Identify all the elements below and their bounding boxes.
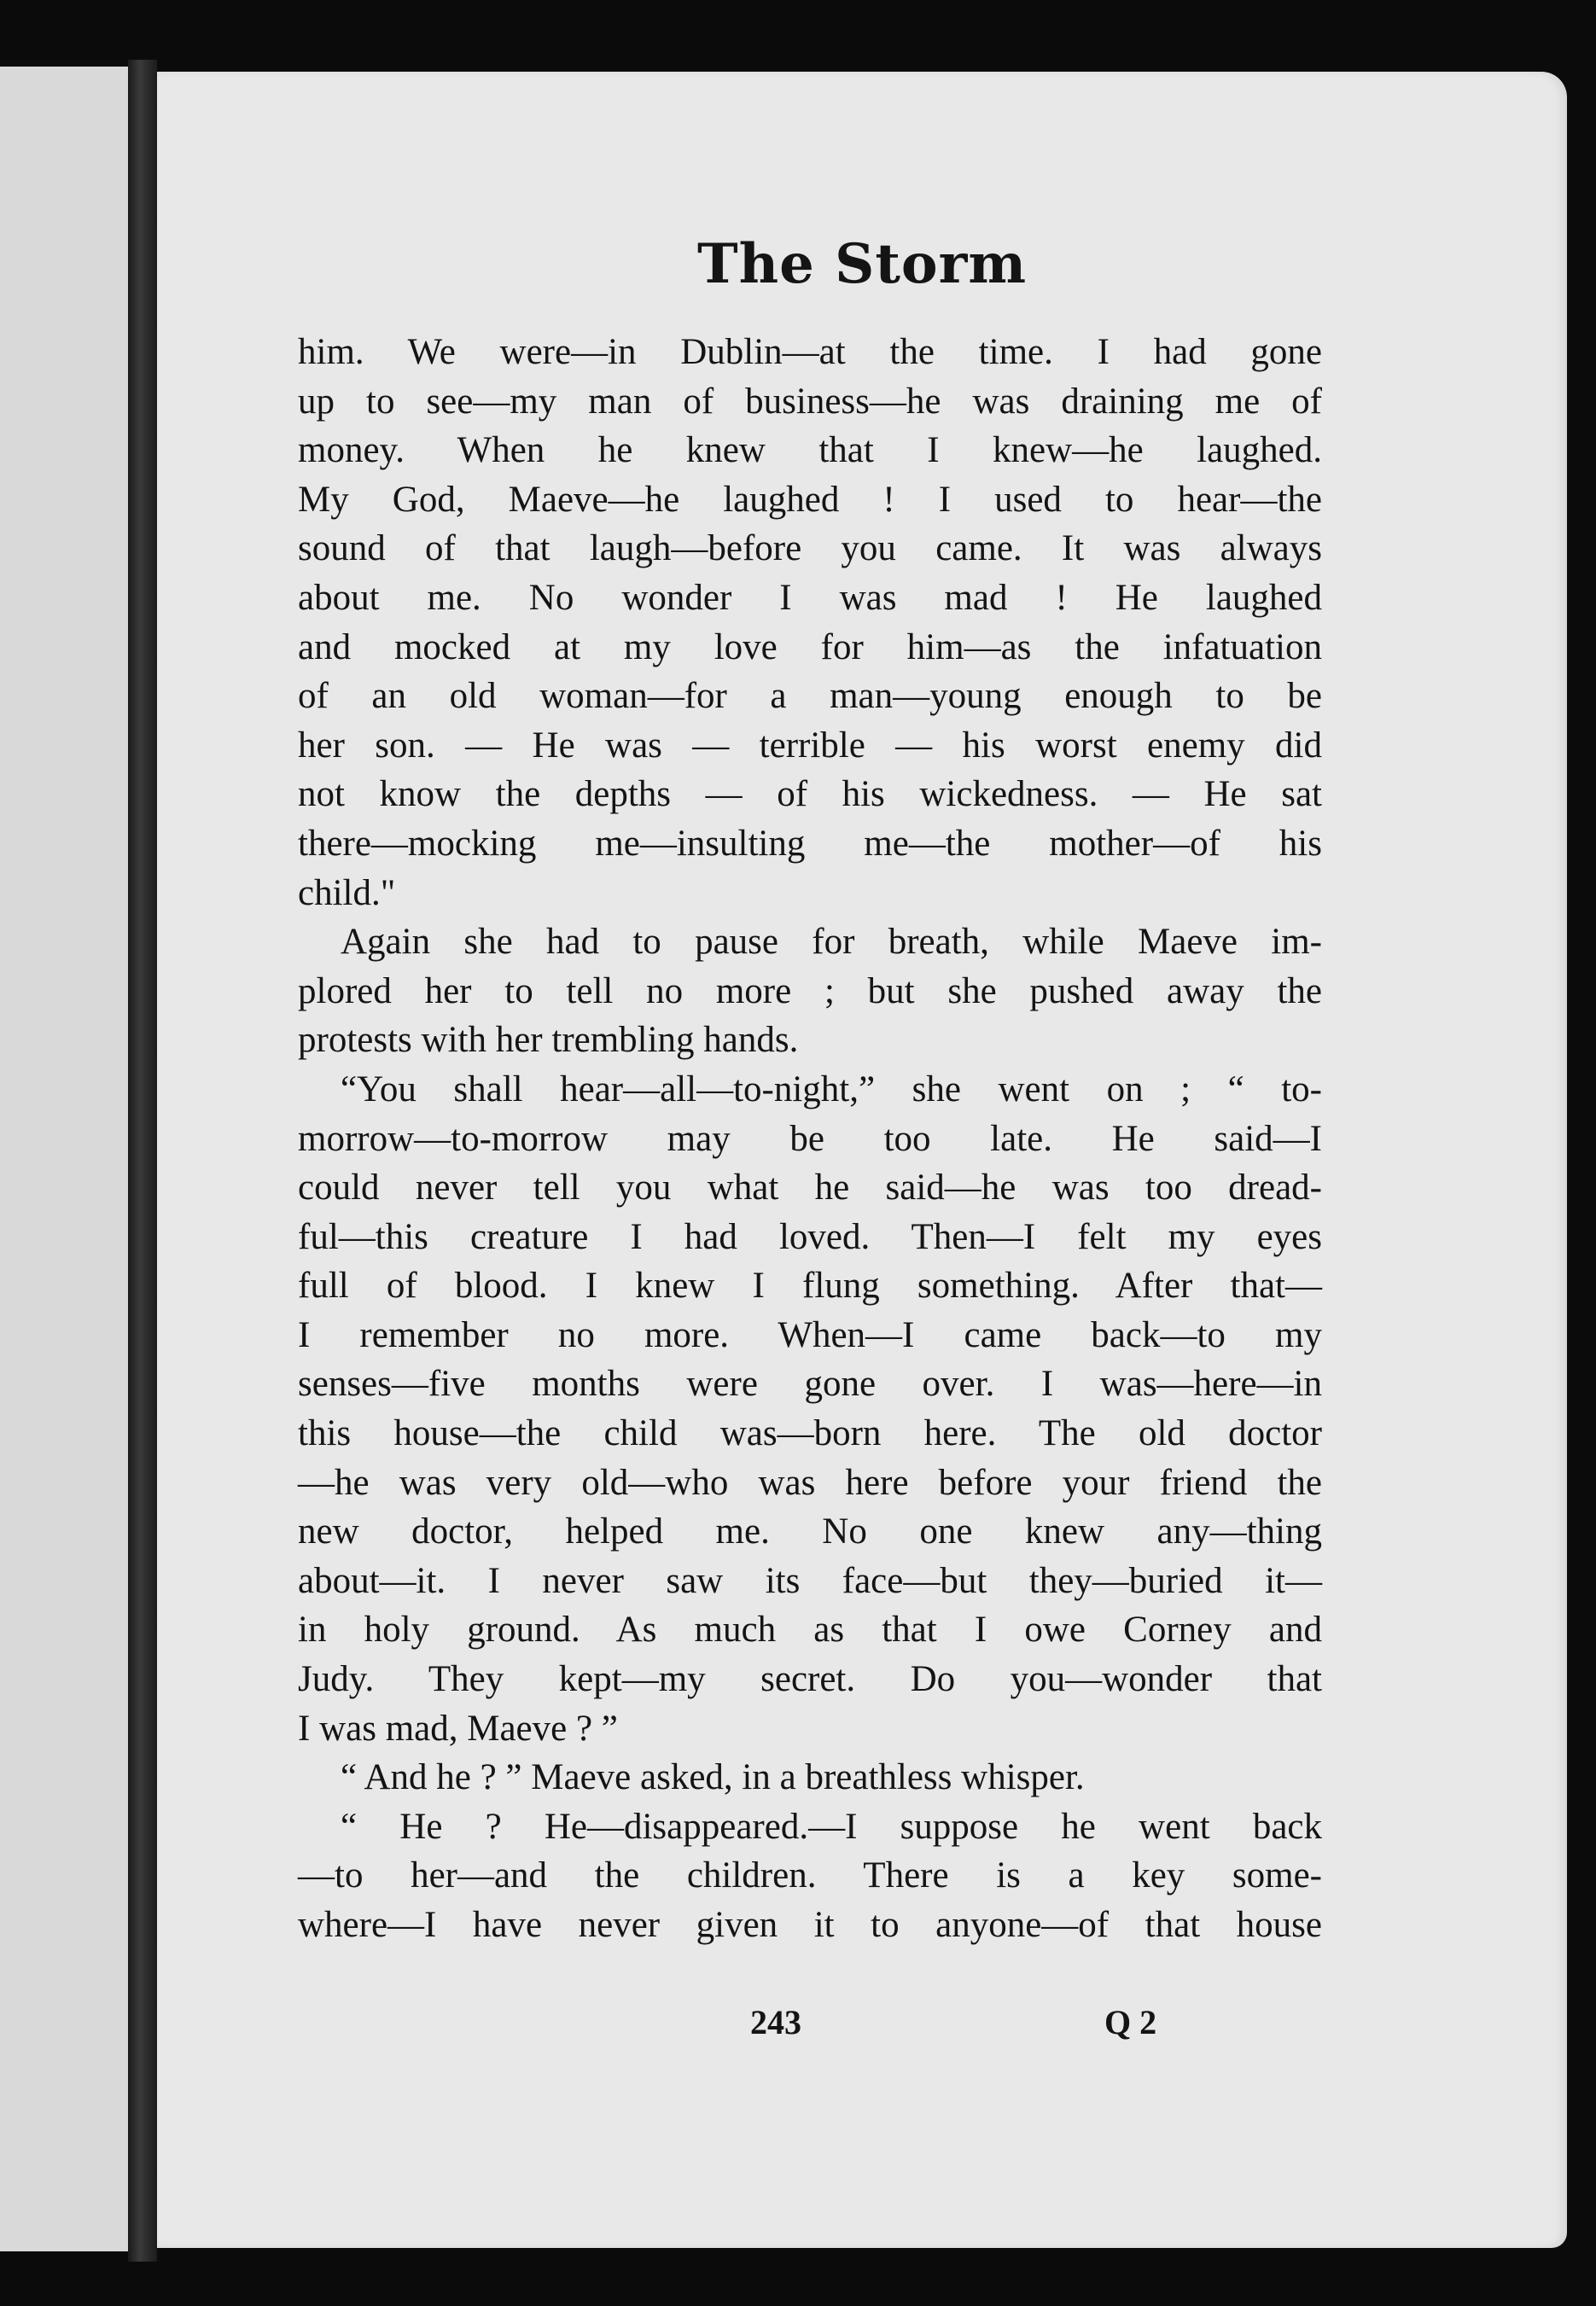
text-line: about—it. I never saw its face—but they—buried it—	[298, 1560, 1322, 1601]
text-line: senses—five months were gone over. I was—here—in	[298, 1364, 1322, 1405]
text-line: sound of that laugh—before you came. It was always	[298, 528, 1322, 569]
text-line: this house—the child was—born here. The old doctor	[298, 1413, 1322, 1454]
text-line: there—mocking me—insulting me—the mother—of his	[298, 823, 1322, 864]
text-line: I remember no more. When—I came back—to my	[298, 1314, 1322, 1355]
text-line: ful—this creature I had loved. Then—I felt my eyes	[298, 1216, 1322, 1257]
text-line: protests with her trembling hands.	[298, 1020, 799, 1061]
text-line: could never tell you what he said—he was too dread-	[298, 1168, 1322, 1208]
body-text	[298, 328, 1322, 1950]
text-line: of an old woman—for a man—young enough to be	[298, 676, 1322, 717]
page-number: 243	[750, 2003, 801, 2041]
text-line: in holy ground. As much as that I owe Corney and	[298, 1610, 1322, 1651]
text-line: I was mad, Maeve ? ”	[298, 1708, 618, 1749]
text-line: “You shall hear—all—to-night,” she went on ; “ to-	[341, 1069, 1322, 1109]
text-line: about me. No wonder I was mad ! He laughed	[298, 577, 1322, 618]
previous-page-edge	[0, 67, 128, 2251]
binding-gutter	[128, 60, 157, 2262]
text-line: not know the depths — of his wickedness. — He sat	[298, 774, 1322, 815]
text-line: —to her—and the children. There is a key some-	[298, 1855, 1322, 1896]
text-line: —he was very old—who was here before your friend the	[298, 1462, 1322, 1503]
text-line: new doctor, helped me. No one knew any—thing	[298, 1511, 1322, 1552]
text-line: child."	[298, 872, 396, 913]
text-line: plored her to tell no more ; but she pushed away the	[298, 970, 1322, 1011]
text-line: My God, Maeve—he laughed ! I used to hear—the	[298, 479, 1322, 520]
book-page	[157, 72, 1567, 2248]
running-head: The Storm	[696, 232, 1028, 296]
text-line: “ And he ? ” Maeve asked, in a breathless whisper.	[341, 1757, 1085, 1798]
signature-mark: Q 2	[1104, 2003, 1157, 2041]
text-line: up to see—my man of business—he was draining me of	[298, 381, 1322, 422]
text-line: Again she had to pause for breath, while Maeve im-	[341, 922, 1322, 963]
text-line: morrow—to-morrow may be too late. He said—I	[298, 1118, 1322, 1159]
text-line: him. We were—in Dublin—at the time. I had gone	[298, 332, 1322, 372]
text-line: and mocked at my love for him—as the infatuation	[298, 626, 1322, 667]
text-line: where—I have never given it to anyone—of that house	[298, 1905, 1322, 1945]
text-line: money. When he knew that I knew—he laughed.	[298, 430, 1322, 471]
text-line: full of blood. I knew I flung something. After that—	[298, 1266, 1322, 1307]
text-line: Judy. They kept—my secret. Do you—wonder that	[298, 1659, 1322, 1700]
text-line: her son. — He was — terrible — his worst enemy did	[298, 725, 1322, 766]
text-line: “ He ? He—disappeared.—I suppose he went back	[341, 1806, 1322, 1847]
